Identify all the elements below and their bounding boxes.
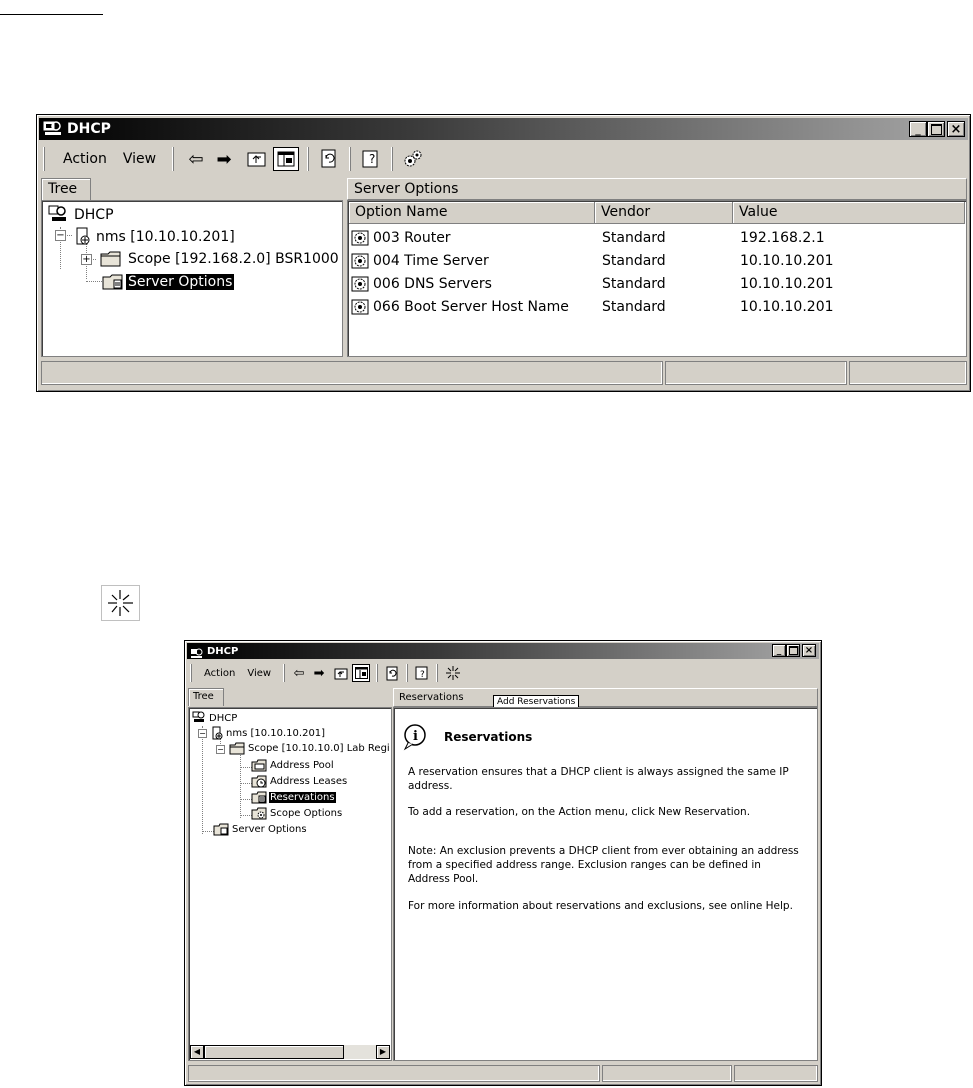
- tree-horizontal-scrollbar[interactable]: [190, 1045, 390, 1059]
- close-icon: ×: [950, 121, 962, 137]
- toolbar-grip: [391, 147, 393, 171]
- up-folder-icon: [247, 150, 267, 168]
- dhcp-app-icon: [43, 121, 63, 137]
- menu-action[interactable]: Action: [204, 667, 236, 679]
- tree-item-dhcp[interactable]: DHCP: [48, 205, 114, 225]
- menu-action[interactable]: Action: [63, 151, 107, 167]
- add-reservation-icon: [101, 585, 140, 621]
- info-icon: [402, 723, 430, 751]
- help-icon: [415, 666, 430, 681]
- back-button[interactable]: [289, 664, 309, 682]
- table-row[interactable]: 004 Time Server Standard 10.10.10.201: [351, 250, 961, 272]
- server-icon: [74, 227, 92, 247]
- option-gear-icon: [351, 252, 371, 270]
- tree-item-server[interactable]: nms [10.10.10.201]: [211, 726, 325, 741]
- collapse-server-toggle[interactable]: −: [56, 230, 65, 241]
- toolbar-grip: [172, 147, 174, 171]
- close-icon: ×: [804, 645, 814, 656]
- console-tree-icon: [355, 667, 368, 679]
- status-pane-2: [665, 361, 847, 385]
- options-list: [347, 200, 967, 357]
- expand-scope-toggle[interactable]: +: [82, 254, 91, 265]
- help-button[interactable]: [357, 147, 385, 171]
- menu-view[interactable]: View: [122, 151, 157, 167]
- reservation-description: A reservation ensures that a DHCP client is always assigned the same IP address.: [408, 766, 789, 792]
- forward-arrow-icon: ➡: [216, 148, 232, 170]
- help-icon: [361, 149, 381, 169]
- menu-view[interactable]: View: [247, 667, 272, 679]
- refresh-icon: [320, 149, 338, 169]
- add-reservation-toolbar-icon: [445, 665, 461, 681]
- folder-icon: [229, 742, 245, 755]
- status-pane-2: [602, 1065, 732, 1082]
- window-title: DHCP: [207, 645, 239, 657]
- maximize-icon: [931, 124, 942, 135]
- reservations-icon: [251, 791, 267, 804]
- scope-options-icon: [251, 807, 267, 820]
- title-bar[interactable]: [187, 643, 819, 659]
- column-header-vendor[interactable]: Vendor: [595, 202, 733, 224]
- add-reservations-tooltip: Add Reservations: [493, 695, 579, 709]
- scroll-right-button[interactable]: ▶: [376, 1045, 390, 1059]
- show-hide-tree-button[interactable]: [273, 147, 299, 171]
- back-arrow-icon: ⇦: [188, 148, 204, 170]
- show-hide-tree-button[interactable]: [352, 664, 370, 682]
- tab-tree[interactable]: Tree: [41, 178, 91, 200]
- svg-text:?: ?: [419, 669, 425, 680]
- table-row[interactable]: 003 Router Standard 192.168.2.1: [351, 227, 961, 249]
- option-gear-icon: [351, 229, 371, 247]
- table-row[interactable]: 006 DNS Servers Standard 10.10.10.201: [351, 273, 961, 295]
- address-leases-icon: [251, 775, 267, 788]
- column-header-value[interactable]: Value: [733, 202, 965, 224]
- tree-item-address-pool[interactable]: Address Pool: [251, 759, 334, 772]
- window-title: DHCP: [67, 121, 111, 137]
- up-folder-icon: [334, 667, 348, 680]
- add-reservation-button[interactable]: [442, 664, 464, 682]
- console-tree-icon: [277, 151, 295, 167]
- collapse-server-toggle[interactable]: −: [199, 729, 206, 738]
- tree-item-server[interactable]: nms [10.10.10.201]: [74, 227, 235, 247]
- maximize-button[interactable]: [786, 644, 800, 657]
- top-rule: [0, 14, 103, 15]
- refresh-button[interactable]: [315, 147, 343, 171]
- tree-pane: [41, 200, 343, 357]
- tree-item-scope-options[interactable]: Scope Options: [251, 807, 342, 820]
- scroll-thumb[interactable]: [204, 1045, 344, 1059]
- server-icon: [211, 726, 224, 741]
- collapse-scope-toggle[interactable]: −: [217, 745, 224, 754]
- exclusion-note: Note: An exclusion prevents a DHCP client from ever obtaining an address from a specified address range. Exclusion ranges can be defined in Address Pool.: [408, 845, 799, 885]
- refresh-button[interactable]: [382, 664, 402, 682]
- right-pane-header: Reservations: [393, 688, 818, 707]
- table-row[interactable]: 066 Boot Server Host Name Standard 10.10.10.201: [351, 296, 961, 318]
- right-pane-header: Server Options: [347, 178, 967, 200]
- tree-item-dhcp[interactable]: DHCP: [192, 711, 237, 725]
- tree-item-server-options[interactable]: Server Options: [102, 273, 234, 291]
- status-pane-1: [188, 1065, 600, 1082]
- toolbar-grip: [190, 664, 192, 682]
- dhcp-app-icon: [190, 645, 204, 657]
- toolbar-grip: [283, 664, 285, 682]
- toolbar-grip: [349, 147, 351, 171]
- status-pane-3: [734, 1065, 818, 1082]
- svg-text:i: i: [413, 729, 418, 744]
- title-bar[interactable]: [39, 118, 968, 140]
- toolbar-grip: [436, 664, 438, 682]
- options-button[interactable]: [399, 147, 427, 171]
- tree-item-server-options[interactable]: Server Options: [213, 823, 307, 836]
- dhcp-window-server-options: [36, 114, 971, 392]
- toolbar-grip: [406, 664, 408, 682]
- dhcp-icon: [192, 711, 207, 725]
- svg-text:?: ?: [369, 152, 376, 166]
- maximize-icon: [789, 646, 798, 655]
- up-one-level-button[interactable]: [244, 147, 270, 171]
- close-button[interactable]: [802, 644, 816, 657]
- up-one-level-button[interactable]: [331, 664, 351, 682]
- close-button[interactable]: [947, 121, 965, 137]
- gears-icon: [402, 149, 424, 169]
- reservations-heading-row: i Reservations: [402, 723, 532, 751]
- forward-button[interactable]: [210, 147, 238, 171]
- help-button[interactable]: [412, 664, 432, 682]
- tree-connector: [240, 752, 241, 818]
- option-gear-icon: [351, 298, 371, 316]
- folder-icon: [100, 250, 122, 268]
- option-gear-icon: [351, 275, 371, 293]
- address-pool-icon: [251, 759, 267, 772]
- tree-pane: [188, 707, 392, 1061]
- forward-button[interactable]: [309, 664, 329, 682]
- maximize-button[interactable]: [927, 121, 945, 137]
- toolbar: [188, 662, 818, 684]
- toolbar: [41, 144, 966, 174]
- minimize-button[interactable]: _: [772, 644, 786, 657]
- refresh-icon: [386, 666, 399, 681]
- dhcp-icon: [48, 205, 70, 225]
- toolbar-grip: [307, 147, 309, 171]
- help-reference: For more information about reservations and exclusions, see online Help.: [408, 900, 793, 912]
- minimize-button[interactable]: _: [909, 121, 927, 137]
- tree-item-scope[interactable]: Scope [192.168.2.0] BSR1000: [100, 250, 339, 268]
- server-options-folder-icon: [213, 823, 229, 836]
- status-pane-3: [849, 361, 967, 385]
- tab-tree[interactable]: Tree: [188, 688, 224, 706]
- column-header-option-name[interactable]: Option Name: [349, 202, 595, 224]
- add-reservation-instructions: To add a reservation, on the Action menu, click New Reservation.: [408, 806, 751, 818]
- server-options-folder-icon: [102, 273, 124, 291]
- forward-arrow-icon: ➡: [313, 665, 325, 681]
- dhcp-window-reservations: [184, 640, 822, 1086]
- reservations-description-pane: [393, 707, 818, 1061]
- tree-item-address-leases[interactable]: Address Leases: [251, 775, 347, 788]
- back-arrow-icon: ⇦: [293, 665, 305, 681]
- tree-item-reservations[interactable]: Reservations: [251, 791, 336, 804]
- tree-item-scope[interactable]: Scope [10.10.10.0] Lab Regi: [229, 742, 390, 755]
- toolbar-grip: [43, 147, 45, 171]
- tree-connector: [202, 726, 203, 834]
- toolbar-grip: [376, 664, 378, 682]
- tree-connector: [86, 281, 102, 282]
- scroll-left-button[interactable]: ◀: [190, 1045, 204, 1059]
- back-button[interactable]: [182, 147, 210, 171]
- status-pane-1: [41, 361, 663, 385]
